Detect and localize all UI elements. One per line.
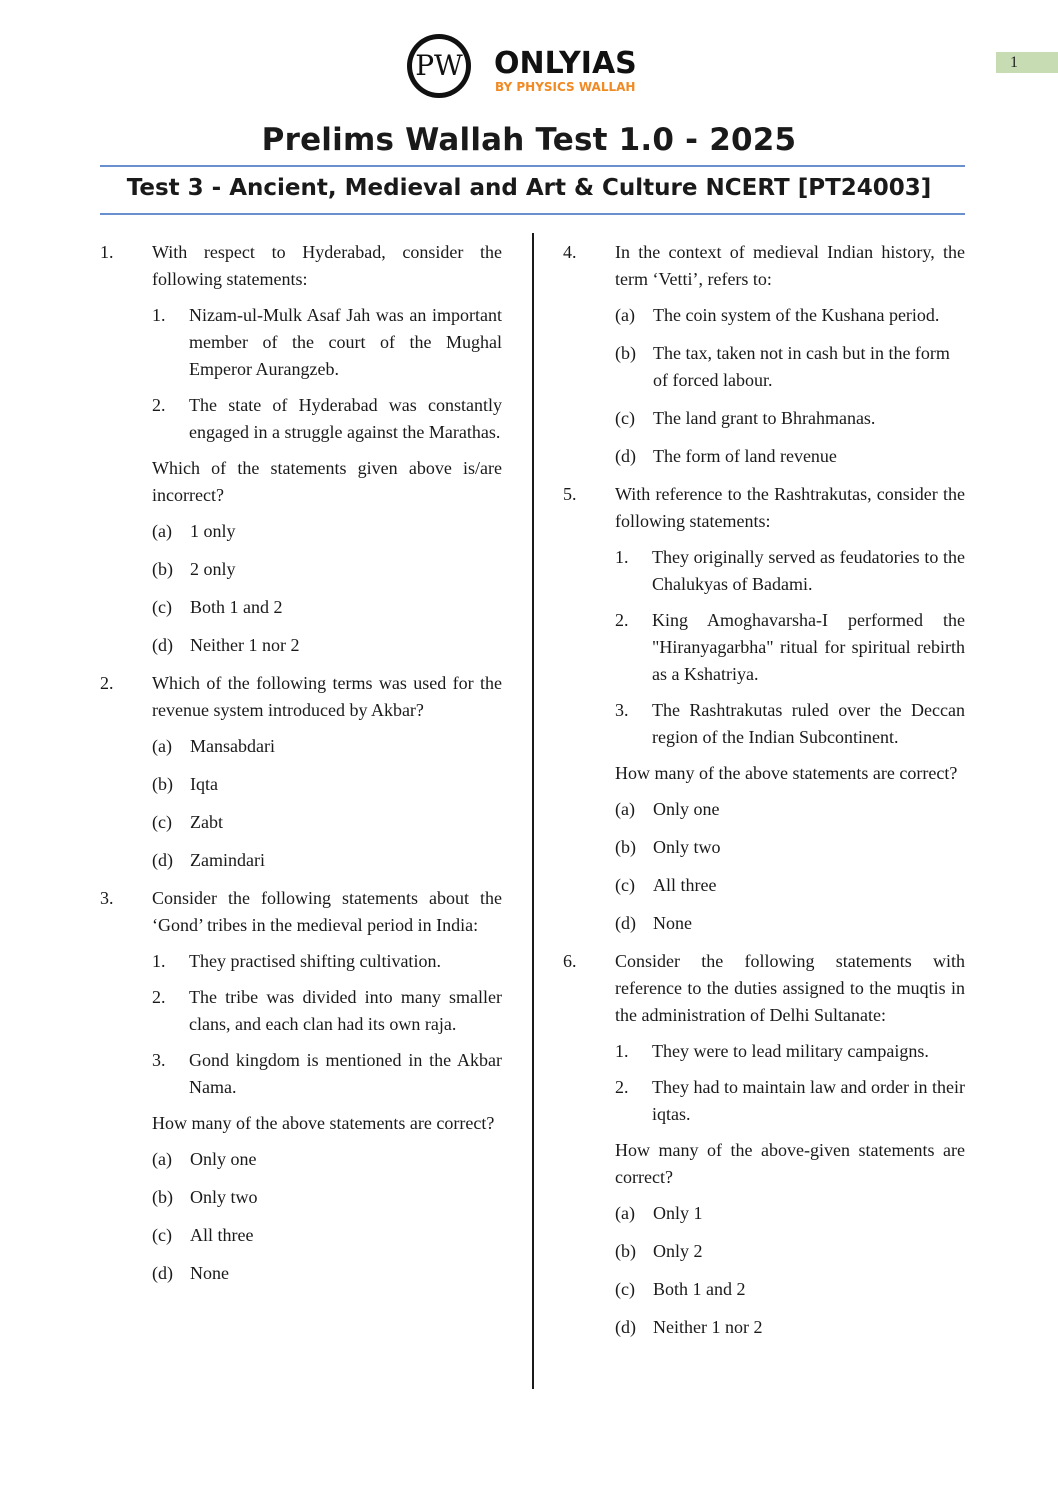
question-number: 6. [563,951,577,971]
statement: 1. They originally served as feudatories to the Chalukyas of Badami. [615,547,965,594]
left-column [100,239,502,1298]
subtitle-rule [100,213,965,215]
question-number: 1. [100,242,114,262]
statement: 2. The state of Hyderabad was constantly engaged in a struggle against the Marathas. [152,395,502,442]
option-c: (c) Both 1 and 2 [615,1279,746,1299]
question-prompt: How many of the above statements are correct? [152,1113,495,1133]
statement: 3. The Rashtrakutas ruled over the Deccan region of the Indian Subcontinent. [615,700,965,747]
question-text: With respect to Hyderabad, consider the following statements: [152,242,502,289]
option-b: (b) Iqta [152,774,218,794]
option-d: (d) None [615,913,692,933]
page-title: Prelims Wallah Test 1.0 - 2025 [261,122,797,158]
question-prompt: Which of the statements given above is/are incorrect? [152,458,502,505]
logo [406,33,662,99]
question-text: Consider the following statements with reference to the duties assigned to the muqtis in the administration of Delhi Sultanate: [615,951,965,1025]
question-text: Consider the following statements about the ‘Gond’ tribes in the medieval period in India: [152,888,502,935]
option-c: (c) All three [152,1225,254,1245]
question-2 [100,670,502,874]
option-d: (d) None [152,1263,229,1283]
option-d: (d) Neither 1 nor 2 [152,635,300,655]
option-c: (c) All three [615,875,717,895]
question-text: Which of the following terms was used for the revenue system introduced by Akbar? [152,673,502,720]
question-number: 2. [100,673,114,693]
brand-name: ONLYIAS [494,46,637,81]
title-rule [100,165,965,167]
question-text: In the context of medieval Indian history, the term ‘Vetti’, refers to: [615,242,965,289]
option-b: (b) Only two [152,1187,258,1207]
option-c: (c) The land grant to Bhrahmanas. [615,408,876,428]
page-subtitle: Test 3 - Ancient, Medieval and Art & Culture NCERT [PT24003] [126,175,932,201]
option-a: (a) Only one [152,1149,257,1169]
option-c: (c) Zabt [152,812,223,832]
page-number: 1 [996,52,1058,73]
brand-tagline: BY PHYSICS WALLAH [495,80,636,94]
option-b: (b) The tax, taken not in cash but in the form of forced labour. [615,343,950,390]
right-column [563,239,965,1352]
question-text: With reference to the Rashtrakutas, consider the following statements: [615,484,965,531]
statement: 1. Nizam-ul-Mulk Asaf Jah was an important member of the court of the Mughal Emperor Aurangzeb. [152,305,502,379]
option-b: (b) Only two [615,837,721,857]
option-a: (a) 1 only [152,521,236,541]
pw-mark: PW [415,49,463,82]
question-6 [563,948,965,1341]
option-b: (b) Only 2 [615,1241,703,1261]
statement: 2. They had to maintain law and order in their iqtas. [615,1077,965,1124]
question-number: 4. [563,242,577,262]
statement: 2. The tribe was divided into many smaller clans, and each clan had its own raja. [152,987,502,1034]
statement: 1. They practised shifting cultivation. [152,951,441,971]
pw-onlyias-logo [406,33,662,99]
statement: 3. Gond kingdom is mentioned in the Akbar Nama. [152,1050,502,1097]
column-divider [532,233,534,1389]
question-3 [100,885,502,1287]
option-b: (b) 2 only [152,559,236,579]
option-d: (d) Neither 1 nor 2 [615,1317,763,1337]
option-a: (a) Mansabdari [152,736,275,756]
question-1 [100,239,502,659]
option-a: (a) Only 1 [615,1203,703,1223]
question-prompt: How many of the above statements are correct? [615,763,958,783]
statement: 2. King Amoghavarsha-I performed the "Hiranyagarbha" ritual for spiritual rebirth as a Kshatriya. [615,610,965,684]
question-4 [563,239,965,470]
question-number: 5. [563,484,577,504]
option-a: (a) Only one [615,799,720,819]
statement: 1. They were to lead military campaigns. [615,1041,929,1061]
option-a: (a) The coin system of the Kushana period. [615,305,940,325]
question-prompt: How many of the above-given statements are correct? [615,1140,965,1187]
option-d: (d) The form of land revenue [615,446,837,466]
option-c: (c) Both 1 and 2 [152,597,283,617]
question-5 [563,481,965,937]
option-d: (d) Zamindari [152,850,265,870]
question-number: 3. [100,888,114,908]
